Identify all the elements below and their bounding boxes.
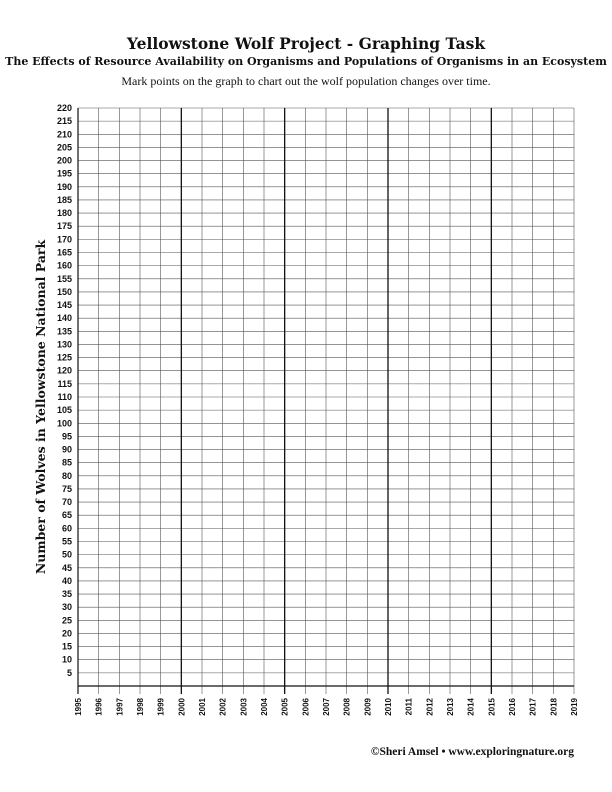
x-tick-label-1999: 1999	[156, 698, 166, 716]
y-tick-label-15: 15	[61, 641, 72, 652]
y-tick-label-130: 130	[56, 339, 72, 350]
x-tick-label-2006: 2006	[301, 698, 311, 716]
x-tick-label-2005: 2005	[280, 698, 290, 716]
y-tick-label-5: 5	[66, 667, 72, 678]
x-tick-label-2009: 2009	[363, 698, 373, 716]
x-tick-label-2014: 2014	[466, 698, 476, 716]
y-tick-label-65: 65	[61, 510, 72, 521]
page-title: Yellowstone Wolf Project - Graphing Task	[126, 34, 486, 53]
y-tick-label-95: 95	[61, 431, 72, 442]
y-tick-label-175: 175	[56, 221, 72, 232]
y-tick-label-145: 145	[56, 300, 72, 311]
x-tick-label-2004: 2004	[260, 698, 269, 716]
y-tick-label-55: 55	[61, 536, 72, 547]
y-tick-label-150: 150	[56, 286, 72, 297]
x-tick-label-2016: 2016	[508, 698, 517, 716]
y-tick-label-125: 125	[56, 352, 72, 363]
y-tick-label-110: 110	[57, 392, 72, 402]
y-tick-label-50: 50	[61, 549, 72, 560]
x-tick-label-1995: 1995	[74, 698, 83, 716]
x-tick-label-2019: 2019	[570, 698, 579, 716]
y-tick-label-155: 155	[56, 273, 72, 284]
x-tick-label-2013: 2013	[446, 698, 455, 716]
y-tick-label-170: 170	[56, 234, 72, 245]
page-subtitle: The Effects of Resource Availability on Organisms and Populations of Organisms in an Ecosystem	[5, 55, 607, 68]
y-tick-label-105: 105	[56, 405, 72, 416]
y-tick-label-40: 40	[61, 575, 72, 586]
y-tick-label-100: 100	[56, 418, 72, 429]
y-tick-label-60: 60	[61, 523, 72, 534]
y-tick-label-195: 195	[56, 168, 72, 179]
y-tick-label-220: 220	[56, 103, 72, 113]
y-tick-label-75: 75	[61, 483, 72, 494]
y-tick-label-140: 140	[56, 313, 72, 324]
y-tick-label-160: 160	[56, 260, 72, 271]
x-tick-label-2011: 2011	[404, 698, 414, 716]
y-tick-label-90: 90	[61, 444, 72, 455]
x-tick-label-2018: 2018	[549, 698, 559, 716]
instructions-text: Mark points on the graph to chart out the wolf population changes over time.	[121, 74, 491, 88]
x-tick-label-2017: 2017	[528, 698, 538, 716]
y-tick-label-200: 200	[56, 155, 72, 166]
y-tick-label-210: 210	[56, 129, 72, 140]
x-tick-label-2008: 2008	[342, 698, 352, 716]
y-tick-label-25: 25	[61, 615, 72, 626]
y-tick-label-190: 190	[56, 181, 72, 192]
y-tick-label-10: 10	[61, 654, 72, 665]
x-tick-label-2012: 2012	[425, 698, 435, 716]
x-tick-label-1997: 1997	[115, 698, 125, 716]
y-tick-label-165: 165	[56, 247, 72, 258]
y-tick-label-45: 45	[61, 562, 72, 573]
x-tick-label-2010: 2010	[384, 698, 393, 716]
x-tick-label-1998: 1998	[136, 698, 145, 716]
x-tick-label-2003: 2003	[239, 698, 249, 716]
y-tick-label-85: 85	[61, 457, 72, 468]
y-axis-title: Number of Wolves in Yellowstone National Park	[33, 239, 48, 575]
x-tick-label-2002: 2002	[218, 698, 228, 716]
x-tick-label-2007: 2007	[322, 698, 331, 716]
y-tick-label-180: 180	[56, 208, 72, 219]
y-tick-label-115: 115	[57, 378, 72, 389]
y-tick-label-30: 30	[61, 602, 72, 613]
copyright-footer: ©Sheri Amsel • www.exploringnature.org	[370, 746, 574, 758]
y-tick-label-205: 205	[56, 142, 72, 153]
y-tick-label-35: 35	[61, 589, 72, 600]
y-tick-label-70: 70	[61, 497, 72, 508]
y-tick-label-80: 80	[61, 470, 72, 481]
y-tick-label-135: 135	[56, 326, 72, 337]
y-tick-label-185: 185	[56, 194, 72, 205]
y-tick-label-120: 120	[56, 365, 72, 376]
y-tick-label-20: 20	[61, 628, 72, 639]
y-tick-label-215: 215	[56, 116, 72, 127]
x-tick-label-2000: 2000	[177, 698, 187, 716]
x-tick-label-2001: 2001	[198, 698, 207, 716]
x-tick-label-2015: 2015	[487, 698, 497, 716]
x-tick-label-1996: 1996	[94, 698, 104, 716]
